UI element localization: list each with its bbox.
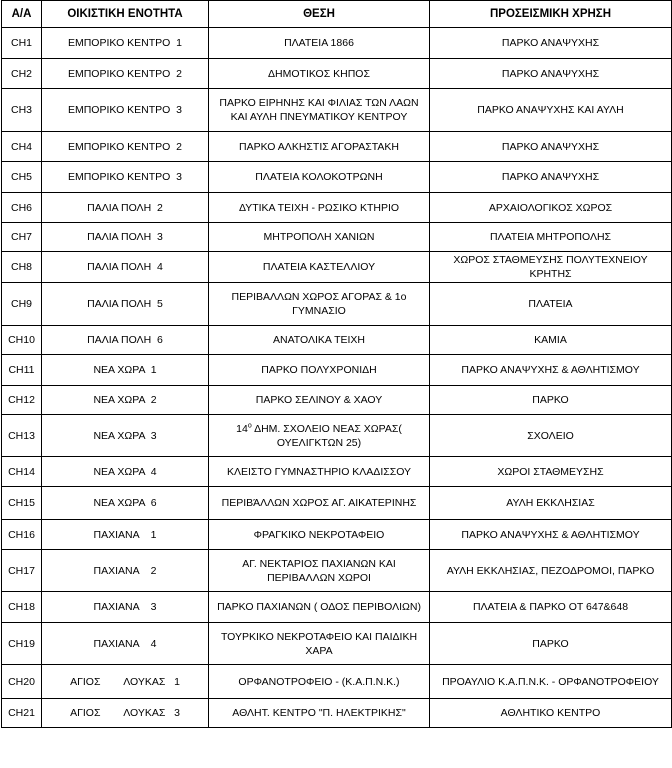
settlement-unit-cell: ΕΜΠΟΡΙΚΟ ΚΕΝΤΡΟ 3: [42, 162, 209, 193]
row-id-cell: CH17: [2, 550, 42, 592]
pre-seismic-use-cell: ΣΧΟΛΕΙΟ: [430, 415, 672, 457]
row-id-cell: CH8: [2, 252, 42, 283]
position-number: 14: [236, 422, 248, 435]
row-id-cell: CH12: [2, 386, 42, 415]
header-aa: Α/Α: [2, 1, 42, 28]
pre-seismic-use-cell: ΠΑΡΚΟ ΑΝΑΨΥΧΗΣ: [430, 132, 672, 162]
header-pre-seismic-use: ΠΡΟΣΕΙΣΜΙΚΗ ΧΡΗΣΗ: [430, 1, 672, 28]
settlement-unit-cell: ΠΑΧΙΑΝΑ 2: [42, 550, 209, 592]
settlement-unit-cell: ΝΕΑ ΧΩΡΑ 3: [42, 415, 209, 457]
pre-seismic-use-cell: ΑΡΧΑΙΟΛΟΓΙΚΟΣ ΧΩΡΟΣ: [430, 193, 672, 223]
row-id-cell: CH9: [2, 283, 42, 326]
table-body: [2, 28, 672, 728]
row-id-cell: CH16: [2, 520, 42, 550]
row-id-cell: CH13: [2, 415, 42, 457]
table-row: [2, 326, 672, 355]
position-cell: ΠΑΡΚΟ ΠΟΛΥΧΡΟΝΙΔΗ: [209, 355, 430, 386]
pre-seismic-use-cell: ΠΑΡΚΟ ΑΝΑΨΥΧΗΣ ΚΑΙ ΑΥΛΗ: [430, 89, 672, 132]
position-cell: ΠΛΑΤΕΙΑ 1866: [209, 28, 430, 59]
position-cell: [209, 415, 430, 457]
position-cell: ΠΑΡΚΟ ΑΛΚΗΣΤΙΣ ΑΓΟΡΑΣΤΑΚΗ: [209, 132, 430, 162]
header-position: ΘΕΣΗ: [209, 1, 430, 28]
table-row: [2, 623, 672, 665]
row-id-cell: CH1: [2, 28, 42, 59]
settlement-unit-cell: ΝΕΑ ΧΩΡΑ 6: [42, 487, 209, 520]
row-id-cell: CH2: [2, 59, 42, 89]
row-id-cell: CH21: [2, 699, 42, 728]
pre-seismic-use-cell: ΠΛΑΤΕΙΑ: [430, 283, 672, 326]
position-cell: ΦΡΑΓΚΙΚΟ ΝΕΚΡΟΤΑΦΕΙΟ: [209, 520, 430, 550]
pre-seismic-use-cell: ΑΥΛΗ ΕΚΚΛΗΣΙΑΣ, ΠΕΖΟΔΡΟΜΟΙ, ΠΑΡΚΟ: [430, 550, 672, 592]
row-id-cell: CH11: [2, 355, 42, 386]
position-cell: ΠΑΡΚΟ ΕΙΡΗΝΗΣ ΚΑΙ ΦΙΛΙΑΣ ΤΩΝ ΛΑΩΝ ΚΑΙ ΑΥΛΗ ΠΝΕΥΜΑΤΙΚΟΥ ΚΕΝΤΡΟΥ: [209, 89, 430, 132]
pre-seismic-use-cell: ΚΑΜΙΑ: [430, 326, 672, 355]
row-id-cell: CH3: [2, 89, 42, 132]
table-row: [2, 415, 672, 457]
settlement-unit-cell: ΑΓΙΟΣ ΛΟΥΚΑΣ 1: [42, 665, 209, 699]
row-id-cell: CH5: [2, 162, 42, 193]
pre-seismic-use-cell: ΑΥΛΗ ΕΚΚΛΗΣΙΑΣ: [430, 487, 672, 520]
pre-seismic-use-cell: ΠΛΑΤΕΙΑ ΜΗΤΡΟΠΟΛΗΣ: [430, 223, 672, 252]
table-row: [2, 386, 672, 415]
row-id-cell: CH6: [2, 193, 42, 223]
settlement-unit-cell: ΠΑΧΙΑΝΑ 1: [42, 520, 209, 550]
pre-seismic-use-cell: ΠΑΡΚΟ ΑΝΑΨΥΧΗΣ: [430, 28, 672, 59]
table-row: [2, 550, 672, 592]
pre-seismic-use-cell: ΠΑΡΚΟ ΑΝΑΨΥΧΗΣ & ΑΘΛΗΤΙΣΜΟΥ: [430, 355, 672, 386]
settlement-unit-cell: ΝΕΑ ΧΩΡΑ 4: [42, 457, 209, 487]
table-row: [2, 520, 672, 550]
pre-seismic-use-cell: ΠΑΡΚΟ ΑΝΑΨΥΧΗΣ & ΑΘΛΗΤΙΣΜΟΥ: [430, 520, 672, 550]
pre-seismic-use-cell: ΠΑΡΚΟ ΑΝΑΨΥΧΗΣ: [430, 59, 672, 89]
position-cell: ΚΛΕΙΣΤΟ ΓΥΜΝΑΣΤΗΡΙΟ ΚΛΑΔΙΣΣΟΥ: [209, 457, 430, 487]
position-cell: ΑΓ. ΝΕΚΤΑΡΙΟΣ ΠΑΧΙΑΝΩΝ ΚΑΙ ΠΕΡΙΒΑΛΛΩΝ ΧΩΡΟΙ: [209, 550, 430, 592]
settlement-unit-cell: ΠΑΧΙΑΝΑ 4: [42, 623, 209, 665]
table-row: [2, 59, 672, 89]
settlement-unit-cell: ΠΑΛΙΑ ΠΟΛΗ 6: [42, 326, 209, 355]
pre-seismic-use-cell: ΠΛΑΤΕΙΑ & ΠΑΡΚΟ ΟΤ 647&648: [430, 592, 672, 623]
pre-seismic-use-cell: ΠΡΟΑΥΛΙΟ Κ.Α.Π.Ν.Κ. - ΟΡΦΑΝΟΤΡΟΦΕΙΟΥ: [430, 665, 672, 699]
table-row: [2, 355, 672, 386]
position-cell: ΔΗΜΟΤΙΚΟΣ ΚΗΠΟΣ: [209, 59, 430, 89]
header-settlement-unit: ΟΙΚΙΣΤΙΚΗ ΕΝΟΤΗΤΑ: [42, 1, 209, 28]
table-row: [2, 283, 672, 326]
settlement-unit-cell: ΝΕΑ ΧΩΡΑ 2: [42, 386, 209, 415]
table-row: [2, 665, 672, 699]
table-row: [2, 457, 672, 487]
table-row: [2, 699, 672, 728]
row-id-cell: CH15: [2, 487, 42, 520]
table-row: [2, 89, 672, 132]
settlement-unit-cell: ΝΕΑ ΧΩΡΑ 1: [42, 355, 209, 386]
position-cell: ΤΟΥΡΚΙΚΟ ΝΕΚΡΟΤΑΦΕΙΟ ΚΑΙ ΠΑΙΔΙΚΗ ΧΑΡΑ: [209, 623, 430, 665]
settlement-unit-cell: ΠΑΛΙΑ ΠΟΛΗ 4: [42, 252, 209, 283]
position-cell: ΠΛΑΤΕΙΑ ΚΑΣΤΕΛΛΙΟΥ: [209, 252, 430, 283]
row-id-cell: CH20: [2, 665, 42, 699]
row-id-cell: CH4: [2, 132, 42, 162]
settlement-unit-cell: ΕΜΠΟΡΙΚΟ ΚΕΝΤΡΟ 3: [42, 89, 209, 132]
table-row: [2, 193, 672, 223]
row-id-cell: CH19: [2, 623, 42, 665]
position-superscript: ο: [247, 422, 252, 429]
table-row: [2, 487, 672, 520]
settlement-unit-cell: ΠΑΛΙΑ ΠΟΛΗ 3: [42, 223, 209, 252]
row-id-cell: CH7: [2, 223, 42, 252]
position-cell: ΑΝΑΤΟΛΙΚΑ ΤΕΙΧΗ: [209, 326, 430, 355]
settlement-unit-cell: ΠΑΛΙΑ ΠΟΛΗ 5: [42, 283, 209, 326]
position-cell: ΜΗΤΡΟΠΟΛΗ ΧΑΝΙΩΝ: [209, 223, 430, 252]
table-header-row: [2, 1, 672, 28]
settlement-unit-cell: ΕΜΠΟΡΙΚΟ ΚΕΝΤΡΟ 1: [42, 28, 209, 59]
position-cell: ΠΑΡΚΟ ΠΑΧΙΑΝΩΝ ( ΟΔΟΣ ΠΕΡΙΒΟΛΙΩΝ): [209, 592, 430, 623]
pre-seismic-use-cell: ΧΩΡΟΙ ΣΤΑΘΜΕΥΣΗΣ: [430, 457, 672, 487]
position-cell: ΠΛΑΤΕΙΑ ΚΟΛΟΚΟΤΡΩΝΗ: [209, 162, 430, 193]
position-cell: ΠΑΡΚΟ ΣΕΛΙΝΟΥ & ΧΑΟΥ: [209, 386, 430, 415]
table-row: [2, 162, 672, 193]
table-row: [2, 28, 672, 59]
pre-seismic-use-cell: ΠΑΡΚΟ: [430, 623, 672, 665]
table-row: [2, 592, 672, 623]
table-row: [2, 252, 672, 283]
table-row: [2, 223, 672, 252]
settlement-unit-cell: ΕΜΠΟΡΙΚΟ ΚΕΝΤΡΟ 2: [42, 132, 209, 162]
settlement-unit-cell: ΠΑΛΙΑ ΠΟΛΗ 2: [42, 193, 209, 223]
pre-seismic-use-cell: ΠΑΡΚΟ: [430, 386, 672, 415]
settlement-unit-cell: ΕΜΠΟΡΙΚΟ ΚΕΝΤΡΟ 2: [42, 59, 209, 89]
position-cell: ΑΘΛΗΤ. ΚΕΝΤΡΟ "Π. ΗΛΕΚΤΡΙΚΗΣ": [209, 699, 430, 728]
position-text: ΔΗΜ. ΣΧΟΛΕΙΟ ΝΕΑΣ ΧΩΡΑΣ( ΟΥΕΛΙΓΚΤΩΝ 25): [251, 422, 402, 449]
row-id-cell: CH18: [2, 592, 42, 623]
position-cell: ΔΥΤΙΚΑ ΤΕΙΧΗ - ΡΩΣΙΚΟ ΚΤΗΡΙΟ: [209, 193, 430, 223]
pre-seismic-use-cell: ΧΩΡΟΣ ΣΤΑΘΜΕΥΣΗΣ ΠΟΛΥΤΕΧΝΕΙΟΥ ΚΡΗΤΗΣ: [430, 252, 672, 283]
table-row: [2, 132, 672, 162]
seismic-sites-table: [1, 0, 672, 728]
position-cell: ΟΡΦΑΝΟΤΡΟΦΕΙΟ - (Κ.Α.Π.Ν.Κ.): [209, 665, 430, 699]
pre-seismic-use-cell: ΑΘΛΗΤΙΚΟ ΚΕΝΤΡΟ: [430, 699, 672, 728]
position-cell: ΠΕΡΙΒΑΛΛΩΝ ΧΩΡΟΣ ΑΓΟΡΑΣ & 1ο ΓΥΜΝΑΣΙΟ: [209, 283, 430, 326]
row-id-cell: CH10: [2, 326, 42, 355]
row-id-cell: CH14: [2, 457, 42, 487]
settlement-unit-cell: ΠΑΧΙΑΝΑ 3: [42, 592, 209, 623]
settlement-unit-cell: ΑΓΙΟΣ ΛΟΥΚΑΣ 3: [42, 699, 209, 728]
position-cell: ΠΕΡΙΒΆΛΛΩΝ ΧΩΡΟΣ ΑΓ. ΑΙΚΑΤΕΡΙΝΗΣ: [209, 487, 430, 520]
pre-seismic-use-cell: ΠΑΡΚΟ ΑΝΑΨΥΧΗΣ: [430, 162, 672, 193]
